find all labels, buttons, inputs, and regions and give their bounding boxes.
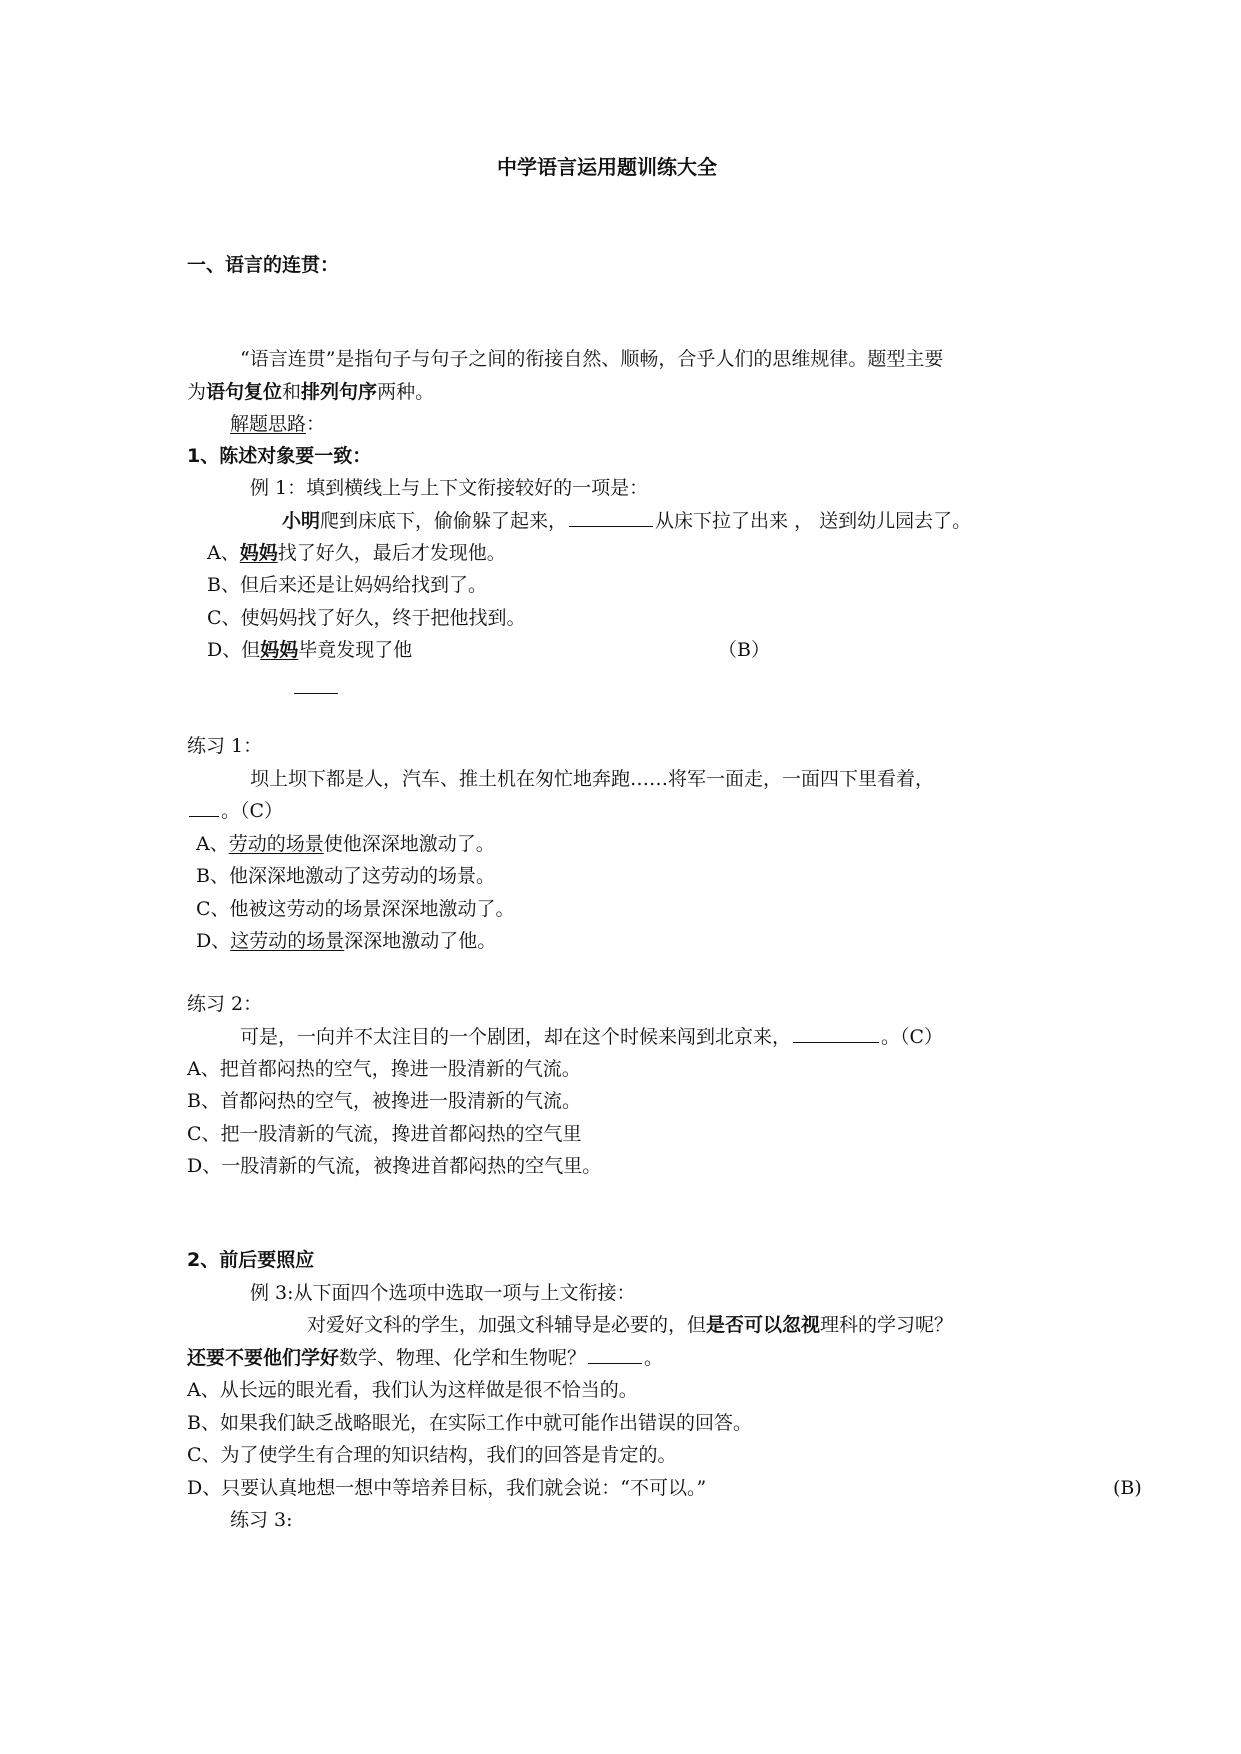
practice-1-text: 坝上坝下都是人，汽车、推土机在匆忙地奔跑……将军一面走，一面四下里看着，	[250, 768, 935, 790]
example-3-sentence: 对爱好文科的学生，加强文科辅导是必要的，但是否可以忽视理科的学习呢？	[307, 1314, 954, 1336]
example-3-option-c: C、为了使学生有合理的知识结构，我们的回答是肯定的。	[187, 1444, 677, 1466]
example-3-answer: (B)	[1113, 1477, 1142, 1499]
example-1-option-d: D、但妈妈毕竟发现了他	[207, 639, 413, 661]
example-3-option-a: A、从长远的眼光看，我们认为这样做是很不恰当的。	[187, 1379, 638, 1401]
practice-2-option-a: A、把首都闷热的空气，搀进一股清新的气流。	[187, 1058, 581, 1080]
practice-2-option-c: C、把一股清新的气流，搀进首都闷热的空气里	[187, 1123, 582, 1145]
section-heading: 一、语言的连贯：	[187, 254, 340, 276]
practice-1-option-c: C、他被这劳动的场景深深地激动了。	[196, 898, 515, 920]
example-1-option-a: A、妈妈找了好久，最后才发现他。	[207, 542, 506, 564]
page-title: 中学语言运用题训练大全	[497, 155, 717, 179]
practice-2-option-d: D、一股清新的气流，被搀进首都闷热的空气里。	[187, 1155, 602, 1177]
practice-1-tail: 。（C）	[187, 799, 283, 823]
example-3-option-d: D、只要认真地想一想中等培养目标，我们就会说：“不可以。”	[187, 1477, 707, 1499]
point-1-heading: 1、陈述对象要一致：	[187, 445, 372, 467]
answer-blank	[189, 815, 219, 817]
example-1-sentence: 小明爬到床底下，偷偷躲了起来， 从床下拉了出来 ， 送到幼儿园去了。	[282, 510, 972, 532]
example-1-option-c: C、使妈妈找了好久，终于把他找到。	[207, 607, 526, 629]
practice-2-label: 练习 2：	[187, 993, 263, 1015]
example-3-option-b: B、如果我们缺乏战略眼光，在实际工作中就可能作出错误的回答。	[187, 1412, 752, 1434]
example-3-prompt: 例 3:从下面四个选项中选取一项与上文衔接：	[250, 1282, 636, 1304]
intro-line-1: “语言连贯”是指句子与句子之间的衔接自然、顺畅，合乎人们的思维规律。题型主要	[240, 348, 944, 370]
point-2-heading: 2、前后要照应	[187, 1249, 315, 1271]
answer-blank	[588, 1362, 642, 1364]
answer-blank	[793, 1041, 879, 1043]
practice-1-label: 练习 1：	[187, 735, 263, 757]
example-3-sentence-cont: 还要不要他们学好数学、物理、化学和生物呢？ 。	[187, 1347, 664, 1369]
example-1-prompt: 例 1：填到横线上与上下文衔接较好的一项是：	[250, 477, 649, 499]
practice-2-option-b: B、首都闷热的空气，被搀进一股清新的气流。	[187, 1090, 581, 1112]
example-1-answer: （B）	[718, 639, 770, 661]
practice-1-option-d: D、这劳动的场景深深地激动了他。	[196, 930, 497, 952]
practice-2-text: 可是，一向并不太注目的一个剧团，却在这个时候来闯到北京来， 。（C）	[240, 1026, 944, 1048]
stray-rule	[294, 693, 338, 694]
intro-line-2: 为语句复位和排列句序两种。	[187, 381, 435, 403]
answer-blank	[569, 525, 653, 527]
practice-1-option-b: B、他深深地激动了这劳动的场景。	[196, 865, 495, 887]
practice-1-option-a: A、劳动的场景使他深深地激动了。	[196, 833, 495, 855]
example-1-option-b: B、但后来还是让妈妈给找到了。	[207, 574, 487, 596]
approach-label: 解题思路：	[230, 413, 326, 435]
practice-3-label: 练习 3:	[230, 1509, 293, 1531]
